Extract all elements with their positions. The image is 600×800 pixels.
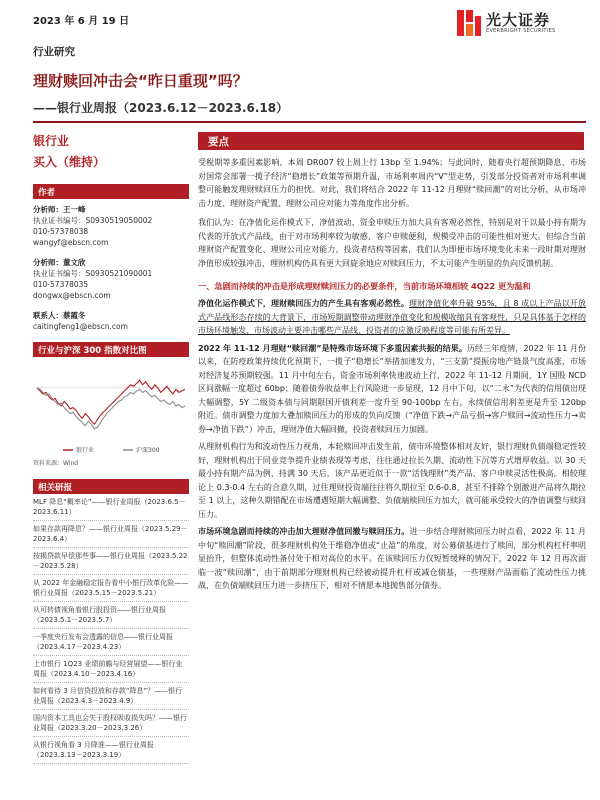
related-report-item[interactable]: 一季度央行发布会透露的信息——银行业周报（2023.4.17－2023.4.23）: [33, 629, 189, 656]
chart-legend-label: 银行业: [76, 447, 95, 454]
chart-series-line-0: [37, 380, 185, 424]
paragraph-body: 历经三年疫情，2022 年 11 月份以来，在防疫政策持续优化预期下，一揽子“稳增长”举措加速发力，“三支箭”提振房地产链景气度高涨，市场对经济复苏预期较强。11 月中旬左右，资金市场利率快速波动上行，2022 年 11-12 月期间，1Y 国股 NCD 区间涨幅一度超过 60bp；随着债券收益率上行风险进一步显现，12 月中下旬，以“二永”为代表的信用债出现大幅调整，5Y 二级资本债与同期限国开债利差一度升至 90-100bp 左右，永续债信用利差更是升至 120bp 附近。债市调整力度加大叠加赎回压力的形成的负向反馈（“净值下跌→产品亏损→客户赎回→流动性压力→卖券→净值下跌”）冲击，理财净值大幅回撤，投资者赎回压力加剧。: [198, 343, 586, 434]
logo-mark-icon: [456, 8, 482, 38]
report-category: 行业研究: [33, 46, 75, 58]
chart-source: 资料来源：Wind: [33, 460, 79, 467]
related-report-item[interactable]: 从可转债视角看银行股投资——银行业周报（2023.5.1－2023.5.7）: [33, 602, 189, 629]
related-report-item[interactable]: 如何看待 3 月信贷投放和存款“降息”？——银行业周报（2023.4.3－2023.4.9）: [33, 683, 189, 710]
paragraph: [198, 297, 586, 338]
related-report-item[interactable]: 国内资本工具也会失于股权吸收损失吗？——银行业周报（2023.3.20－2023.3.26）: [33, 710, 189, 737]
company-logo: [456, 6, 586, 42]
paragraph: 从理财机构行为和流动性压力视角，本轮赎回冲击发生前，债市环境整体相对友好，银行理财负债端稳定性较好，理财机构出于同业竞争提升业绩表现等考虑，往往通过拉长久期、流动性下沉等方式增厚收益。以 30 天最小持有期产品为例，持满 30 天后，该产品更近似于一款“活钱理财”类产品、客户申赎灵活性极高。相较理论上 0.3-0.4 左右的合意久期，过往理财投资端往往将久期拉至 0.6-0.8，甚至不排除个别激进产品将久期拉至 1 以上，这种久期错配在市场遭遇短期大幅调整、负债端赎回压力加大，就可能承受较大的净值调整与赎回压力。: [198, 442, 586, 519]
analyst-email[interactable]: dongwx@ebscn.com: [33, 291, 111, 300]
paragraph-lead: 净值化运作模式下，理财赎回压力的产生具有客观必然性。: [198, 299, 410, 308]
report-title: 理财赎回冲击会“昨日重现”吗？: [33, 72, 248, 90]
rating-label: 买入（维持）: [33, 155, 106, 169]
related-report-item[interactable]: MLF 降息“概率论”——银行业周报（2023.6.5－2023.6.11）: [33, 494, 189, 521]
paragraph: [198, 525, 586, 593]
title-divider: [33, 121, 586, 123]
logo-subtext: EVERBRIGHT SECURITIES: [486, 28, 556, 34]
sidebar: [33, 132, 189, 764]
paragraph-body: 进一步结合理财赎回压力时点看，2022 年 11 月中旬“赎回潮”阶段，很多理财机构处于维稳净值或“止盈”的角度，对公募债基进行了赎回，部分机构杠杆率明显抬升，但整体流动性备付处于相对高位的水平。在该赎回压力仅短暂缓释的情况下，2022 年 12 月再次面临一波“赎回潮”，由于前期部分理财机构已经被动提升杠杆或减仓债基，一些理财产品面临了流动性压力挑战，在负债端赎回压力进一步挤压下，相对不情愿本地抛售部分债券。: [198, 527, 587, 590]
analyst-block: [33, 257, 189, 301]
chart-series-line-1: [37, 388, 185, 429]
index-comparison-chart: [33, 359, 189, 457]
report-date: 2023 年 6 月 19 日: [33, 16, 130, 27]
analyst-license: 执业证书编号：S0930521090001: [33, 269, 153, 278]
related-report-item[interactable]: 从银行视角看 3 月降准——银行业周报（2023.3.13－2023.3.19）: [33, 737, 189, 764]
main-content: [198, 132, 586, 593]
paragraph-lead: 市场环境急剧而持续的冲击加大理财净值回撤与赎回压力。: [198, 527, 410, 536]
industry-label: 银行业: [33, 134, 70, 148]
report-subtitle: ——银行业周报（2023.6.12－2023.6.18）: [33, 101, 289, 115]
paragraph-body: 理财净值化率升破 95%，且 8 成以上产品以开放式产品线形态存续的大背景下，市场短期调整带动理财净值变化和规模收缩具有客观性，只是具体基于怎样的市场环境触发、市场波动主要冲击哪些产品线、投资者的应激反映程度等可能有所差异。: [198, 299, 587, 335]
analyst-block: [33, 204, 189, 248]
related-reports-header: 相关研报: [33, 479, 189, 494]
chart-svg: [33, 359, 189, 457]
logo-text: 光大证券: [486, 11, 551, 29]
analyst-license: 执业证书编号：S0930519050002: [33, 216, 153, 225]
paragraph: 我们认为：在净值化运作模式下，净值波动、资金申赎压力加大具有客观必然性，特别是对于以最小持有期为代表的开放式产品线，由于对市场利率较为敏感、客户申赎便利，规模受冲击的可能性相对更大。但综合当前理财资产配置变化、理财公司应对能力、投资者结构等因素，我们认为即便市场环境变化未来一段时期对理财净值形成较强冲击，理财机构仍具有更大回旋余地应对赎回压力，不太可能产生明显的负向反馈机制。: [198, 218, 586, 268]
related-report-item[interactable]: 上市银行 1Q23 业绩前瞻与经营展望——银行业周报（2023.4.10－2023.4.16）: [33, 656, 189, 683]
contact-email[interactable]: caitingfeng1@ebscn.com: [33, 322, 128, 331]
authors-header: 作者: [33, 184, 189, 199]
related-report-item[interactable]: 如果存款再降息？——银行业周报（2023.5.29－2023.6.4）: [33, 521, 189, 548]
paragraph: 受税期等多重因素影响，本周 DR007 较上周上行 13bp 至 1.94%；与此同时，随着央行超预期降息、市场对国常会部署一揽子经济“稳增长”政策等预期升温，市场利率周内“V”型走势，引发部分投资者对市场利率调整可能触发理财赎回压力的担忧。对此，我们将结合 2022 年 11-12 月理财“赎回潮”的对比分析，从市场冲击力度、理财资产配置、理财公司应对能力等角度作出分析。: [198, 158, 586, 208]
analyst-phone: 010-57378038: [33, 227, 89, 236]
paragraph: [198, 342, 586, 437]
analyst-phone: 010-57378035: [33, 280, 89, 289]
chart-legend-label: 沪深300: [136, 447, 160, 454]
paragraph-lead: 2022 年 11-12 月理财“赎回潮”是特殊市场环境下多重因素共振的结果。: [198, 343, 467, 353]
analyst-email[interactable]: wangyf@ebscn.com: [33, 238, 109, 247]
key-points-header: 要点: [198, 132, 584, 150]
related-reports-list: [33, 494, 189, 764]
related-report-item[interactable]: 从 2022 年金融稳定报告看中小银行改革化险——银行业周报（2023.5.15－2023.5.21）: [33, 575, 189, 602]
chart-header: 行业与沪深 300 指数对比图: [33, 342, 189, 357]
contact-block: [33, 310, 189, 332]
analyst-name: 分析师：王一峰: [33, 205, 86, 214]
contact-name: 联系人：蔡霞冬: [33, 311, 86, 320]
analyst-name: 分析师：董文欣: [33, 258, 86, 267]
section-heading: 一、急剧而持续的冲击是形成理财赎回压力的必要条件，当前市场环境相较 4Q22 更为温和: [198, 281, 531, 291]
related-report-item[interactable]: 按揭贷款早偿那些事——银行业周报（2023.5.22－2023.5.28）: [33, 548, 189, 575]
